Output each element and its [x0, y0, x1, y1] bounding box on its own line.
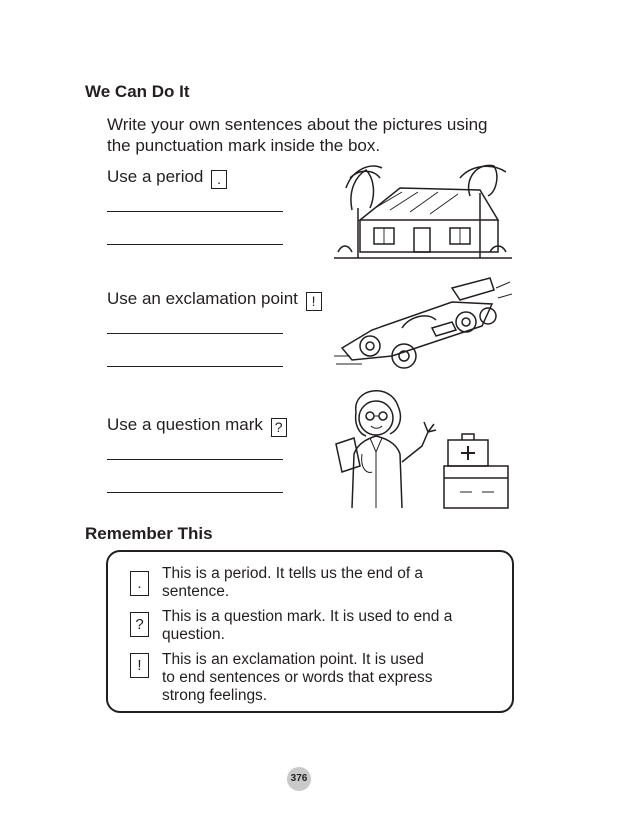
remember-text	[162, 608, 502, 644]
house-drawing	[330, 148, 515, 263]
prompt-label: Use an exclamation point	[107, 289, 298, 308]
remember-text-line: question.	[162, 626, 225, 643]
remember-text-line: This is a question mark. It is used to end a	[162, 608, 453, 625]
question-symbol-box: ?	[130, 612, 149, 637]
page-number: 376	[287, 767, 311, 791]
answer-line[interactable]	[107, 244, 283, 245]
remember-box	[106, 550, 514, 713]
exclamation-mark-box: !	[306, 292, 322, 311]
remember-text	[162, 565, 502, 601]
prompt-question	[107, 414, 287, 437]
doctor-drawing	[332, 380, 512, 512]
race-car-drawing	[332, 268, 512, 373]
remember-text	[162, 651, 502, 705]
answer-line[interactable]	[107, 211, 283, 212]
exclamation-symbol-box: !	[130, 653, 149, 678]
answer-line[interactable]	[107, 459, 283, 460]
period-mark-box: .	[211, 170, 227, 189]
answer-line[interactable]	[107, 366, 283, 367]
remember-text-line: This is an exclamation point. It is used	[162, 651, 424, 668]
remember-text-line: strong feelings.	[162, 687, 268, 704]
section-heading-we-can-do-it: We Can Do It	[85, 82, 190, 101]
answer-line[interactable]	[107, 333, 283, 334]
prompt-label: Use a period	[107, 167, 204, 186]
prompt-label: Use a question mark	[107, 415, 263, 434]
remember-text-line: to end sentences or words that express	[162, 669, 433, 686]
section-heading-remember-this: Remember This	[85, 524, 213, 543]
answer-line[interactable]	[107, 492, 283, 493]
question-mark-box: ?	[271, 418, 287, 437]
instruction-line-1: Write your own sentences about the pictures using	[107, 115, 488, 134]
remember-text-line: sentence.	[162, 583, 230, 600]
instruction-line-2: the punctuation mark inside the box.	[107, 136, 381, 155]
remember-text-line: This is a period. It tells us the end of a	[162, 565, 424, 582]
prompt-period	[107, 166, 227, 189]
prompt-exclamation	[107, 288, 322, 311]
period-symbol-box: .	[130, 571, 149, 596]
